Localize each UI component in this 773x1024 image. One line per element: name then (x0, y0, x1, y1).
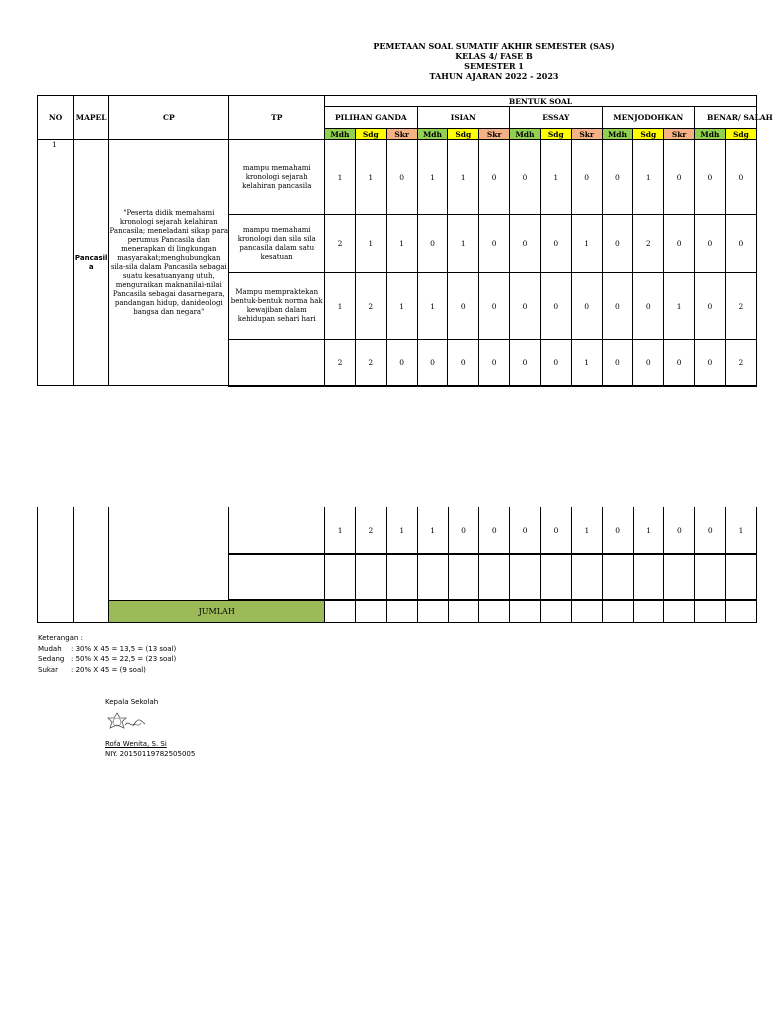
sum-cell (510, 600, 541, 622)
sum-cell (356, 600, 387, 622)
data-cell: 0 (541, 507, 572, 554)
sub-skr: Skr (479, 129, 510, 140)
note-sedang (38, 654, 176, 665)
sum-cell (386, 600, 417, 622)
data-cell: 0 (725, 215, 756, 273)
sum-cell (726, 600, 757, 622)
data-cell: 2 (725, 273, 756, 340)
tp-cell (229, 340, 325, 386)
mapel-cell: Pancasil a (74, 140, 109, 386)
data-cell (541, 554, 572, 600)
data-cell: 0 (571, 273, 602, 340)
data-cell: 1 (448, 140, 479, 215)
col-mapel-header: MAPEL (74, 96, 109, 140)
cp-cell: "Peserta didik memahami kronologi sejarah kelahiran Pancasila; meneladani sikap para perumus Pancasila dan menerapkan di lingkungan masyarakat;menghubungkan sila-sila dalam Pancasila sebagai suatu kesatuanyang utuh, menguraikan maknanilai-nilai Pancasila sebagai dasarnegara, pandangan hidup, danideologi bangsa dan negara" (109, 140, 229, 386)
data-cell: 0 (510, 340, 541, 386)
note-value: : 50% X 45 = 22,5 = (23 soal) (71, 655, 177, 663)
tp-cell (229, 507, 325, 554)
tp-cell: mampu memahami kronologi dan sila sila pancasila dalam satu kesatuan (229, 215, 325, 273)
note-mudah (38, 644, 176, 655)
data-cell: 0 (417, 215, 448, 273)
data-cell: 0 (510, 215, 541, 273)
sub-mdh: Mdh (417, 129, 448, 140)
sub-mdh: Mdh (602, 129, 633, 140)
data-cell (417, 554, 448, 600)
data-cell: 1 (571, 340, 602, 386)
data-cell (571, 554, 602, 600)
note-value: : 20% X 45 = (9 soal) (71, 665, 146, 674)
data-cell: 0 (540, 273, 571, 340)
notes-block (38, 633, 176, 675)
data-cell: 1 (417, 140, 448, 215)
tp-cell: Mampu mempraktekan bentuk-bentuk norma hak kewajiban dalam kehidupan sehari hari (229, 273, 325, 340)
data-cell: 1 (386, 507, 417, 554)
data-cell: 0 (725, 140, 756, 215)
sub-sdg: Sdg (633, 129, 664, 140)
sub-skr: Skr (386, 129, 417, 140)
data-cell: 0 (571, 140, 602, 215)
data-cell: 0 (386, 140, 417, 215)
data-cell: 0 (602, 140, 633, 215)
data-cell: 1 (355, 140, 386, 215)
data-cell: 0 (510, 140, 541, 215)
signature-niy: NIY. 20150119782505005 (105, 750, 196, 758)
data-cell: 0 (448, 273, 479, 340)
data-cell: 0 (540, 215, 571, 273)
data-cell: 2 (325, 340, 356, 386)
bentuk-soal-header: BENTUK SOAL (325, 96, 757, 107)
group-pilihan-ganda: PILIHAN GANDA (325, 107, 417, 129)
sub-sdg: Sdg (725, 129, 756, 140)
school-stamp-icon (105, 711, 155, 737)
data-cell: 1 (664, 273, 695, 340)
sum-cell (479, 600, 510, 622)
col-tp-header: TP (229, 96, 325, 140)
sum-cell (602, 600, 633, 622)
data-cell: 0 (695, 507, 726, 554)
data-cell: 0 (510, 273, 541, 340)
data-cell: 1 (325, 273, 356, 340)
data-cell (664, 554, 695, 600)
group-menjodohkan: MENJODOHKAN (602, 107, 694, 129)
data-cell: 1 (633, 507, 664, 554)
group-essay: ESSAY (510, 107, 602, 129)
data-cell: 2 (325, 215, 356, 273)
data-cell: 1 (571, 215, 602, 273)
signature-role: Kepala Sekolah (105, 698, 159, 706)
data-cell (633, 554, 664, 600)
sum-cell (695, 600, 726, 622)
no-cell-continued (38, 507, 74, 622)
data-cell (479, 554, 510, 600)
row-number: 1 (38, 140, 74, 386)
data-cell (510, 554, 541, 600)
data-cell (356, 554, 387, 600)
notes-title: Keterangan : (38, 634, 83, 642)
data-cell: 0 (417, 340, 448, 386)
col-no-header: NO (38, 96, 74, 140)
data-cell: 0 (448, 340, 479, 386)
data-cell: 1 (633, 140, 664, 215)
data-cell: 0 (695, 273, 726, 340)
data-cell: 0 (479, 507, 510, 554)
data-cell: 0 (664, 215, 695, 273)
data-cell: 0 (479, 140, 510, 215)
data-cell: 0 (602, 273, 633, 340)
tp-cell: mampu memahami kronologi sejarah kelahiran pancasila (229, 140, 325, 215)
sum-cell (417, 600, 448, 622)
sub-sdg: Sdg (448, 129, 479, 140)
jumlah-label: JUMLAH (109, 600, 325, 622)
data-cell: 1 (386, 215, 417, 273)
note-value: : 30% X 45 = 13,5 = (13 soal) (71, 644, 177, 653)
header-title: PEMETAAN SOAL SUMATIF AKHIR SEMESTER (SAS) (373, 41, 615, 51)
data-cell: 1 (386, 273, 417, 340)
data-cell (325, 554, 356, 600)
cp-cell-continued (109, 507, 229, 600)
data-cell: 1 (571, 507, 602, 554)
data-cell: 0 (664, 340, 695, 386)
data-cell: 2 (725, 340, 756, 386)
sub-skr: Skr (571, 129, 602, 140)
data-cell: 0 (664, 507, 695, 554)
data-cell: 2 (633, 215, 664, 273)
data-cell: 0 (602, 340, 633, 386)
sum-cell (325, 600, 356, 622)
data-cell: 1 (448, 215, 479, 273)
data-cell: 1 (325, 140, 356, 215)
note-sukar (38, 665, 176, 676)
data-cell: 0 (479, 215, 510, 273)
data-cell: 0 (695, 215, 726, 273)
signature-name: Rofa Wenita, S. Si (105, 740, 167, 748)
sum-cell (664, 600, 695, 622)
data-cell: 1 (355, 215, 386, 273)
sub-sdg: Sdg (355, 129, 386, 140)
sum-cell (633, 600, 664, 622)
data-cell (386, 554, 417, 600)
sum-cell (541, 600, 572, 622)
sum-cell (571, 600, 602, 622)
tp-cell (229, 554, 325, 600)
sum-cell (448, 600, 479, 622)
data-cell (695, 554, 726, 600)
mapping-table (37, 95, 773, 387)
group-benar-salah: BENAR/ SALAH (695, 107, 757, 129)
header-year: TAHUN AJARAN 2022 - 2023 (429, 71, 559, 81)
data-cell: 2 (356, 507, 387, 554)
mapel-cell-continued (74, 507, 109, 622)
data-cell: 2 (355, 340, 386, 386)
data-cell: 0 (633, 273, 664, 340)
data-cell: 2 (355, 273, 386, 340)
note-key: Sedang (38, 655, 65, 663)
sub-mdh: Mdh (325, 129, 356, 140)
note-key: Mudah (38, 644, 62, 653)
data-cell: 0 (479, 340, 510, 386)
data-cell: 0 (664, 140, 695, 215)
data-cell: 1 (417, 273, 448, 340)
header-class: KELAS 4/ FASE B (455, 51, 533, 61)
sub-sdg: Sdg (540, 129, 571, 140)
sub-mdh: Mdh (695, 129, 726, 140)
data-cell (602, 554, 633, 600)
note-key: Sukar (38, 665, 58, 674)
data-cell: 0 (633, 340, 664, 386)
data-cell: 0 (479, 273, 510, 340)
data-cell: 0 (540, 340, 571, 386)
data-cell: 0 (602, 215, 633, 273)
data-cell (726, 554, 757, 600)
header-semester: SEMESTER 1 (464, 61, 524, 71)
group-isian: ISIAN (417, 107, 509, 129)
data-cell: 0 (602, 507, 633, 554)
data-cell: 1 (726, 507, 757, 554)
col-cp-header: CP (109, 96, 229, 140)
sub-mdh: Mdh (510, 129, 541, 140)
data-cell: 0 (695, 140, 726, 215)
data-cell: 0 (695, 340, 726, 386)
data-cell: 1 (417, 507, 448, 554)
sub-skr: Skr (664, 129, 695, 140)
data-cell: 0 (510, 507, 541, 554)
mapping-table-continued (37, 507, 757, 623)
data-cell: 1 (325, 507, 356, 554)
data-cell (448, 554, 479, 600)
data-cell: 0 (448, 507, 479, 554)
data-cell: 1 (540, 140, 571, 215)
data-cell: 0 (386, 340, 417, 386)
